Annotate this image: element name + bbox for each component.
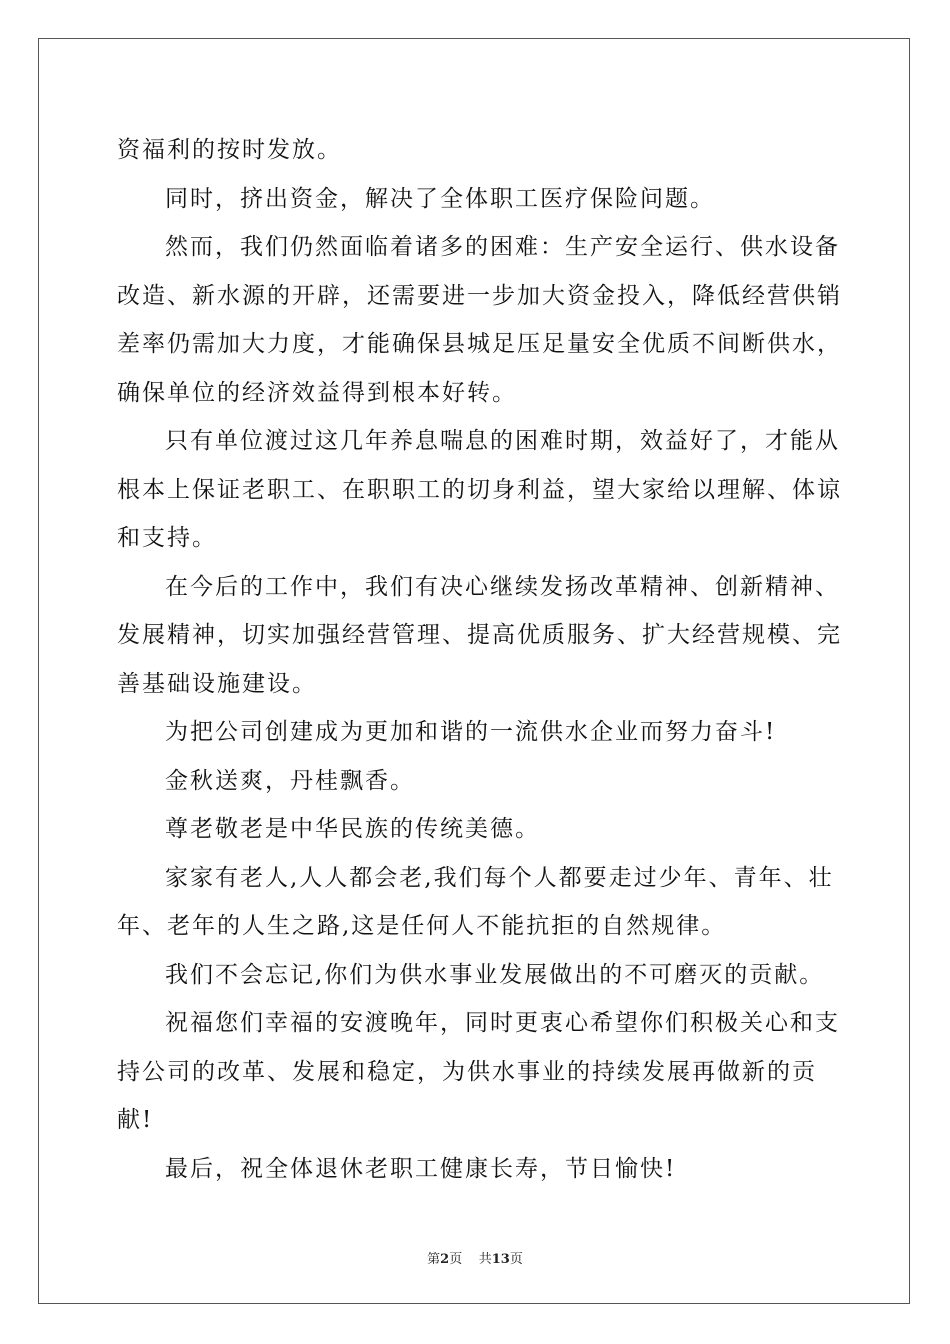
total-pages: 13 <box>491 1252 510 1267</box>
paragraph: 然而，我们仍然面临着诸多的困难：生产安全运行、供水设备改造、新水源的开辟，还需要进一步加大资金投入，降低经营供销差率仍需加大力度，才能确保县城足压足量安全优质不间断供水，确保单位的经济效益得到根本好转。 <box>117 234 842 406</box>
page-footer <box>0 1248 950 1267</box>
total-suffix: 页 <box>509 1252 523 1267</box>
page-suffix: 页 <box>449 1252 463 1267</box>
paragraph: 在今后的工作中，我们有决心继续发扬改革精神、创新精神、发展精神，切实加强经营管理、提高优质服务、扩大经营规模、完善基础设施建设。 <box>117 573 842 697</box>
total-prefix: 共 <box>478 1252 492 1267</box>
paragraph: 祝福您们幸福的安渡晚年，同时更衷心希望你们积极关心和支持公司的改革、发展和稳定，为供水事业的持续发展再做新的贡献! <box>117 1010 840 1133</box>
paragraph: 我们不会忘记,你们为供水事业发展做出的不可磨灭的贡献。 <box>165 961 825 988</box>
document-body <box>117 126 852 1193</box>
paragraph: 为把公司创建成为更加和谐的一流供水企业而努力奋斗! <box>165 719 777 745</box>
paragraph: 家家有老人,人人都会老,我们每个人都要走过少年、青年、壮年、老年的人生之路,这是任何人不能抗拒的自然规律。 <box>117 864 834 939</box>
paragraph: 同时，挤出资金，解决了全体职工医疗保险问题。 <box>165 185 715 212</box>
page-number: 2 <box>440 1252 450 1267</box>
page-prefix: 第 <box>427 1252 441 1267</box>
paragraph: 金秋送爽，丹桂飘香。 <box>165 767 415 794</box>
paragraph: 资福利的按时发放。 <box>117 137 342 163</box>
paragraph: 最后，祝全体退休老职工健康长寿，节日愉快! <box>165 1155 677 1182</box>
paragraph: 尊老敬老是中华民族的传统美德。 <box>165 816 540 842</box>
paragraph: 只有单位渡过这几年养息喘息的困难时期，效益好了，才能从根本上保证老职工、在职职工的切身利益，望大家给以理解、体谅和支持。 <box>117 428 842 551</box>
